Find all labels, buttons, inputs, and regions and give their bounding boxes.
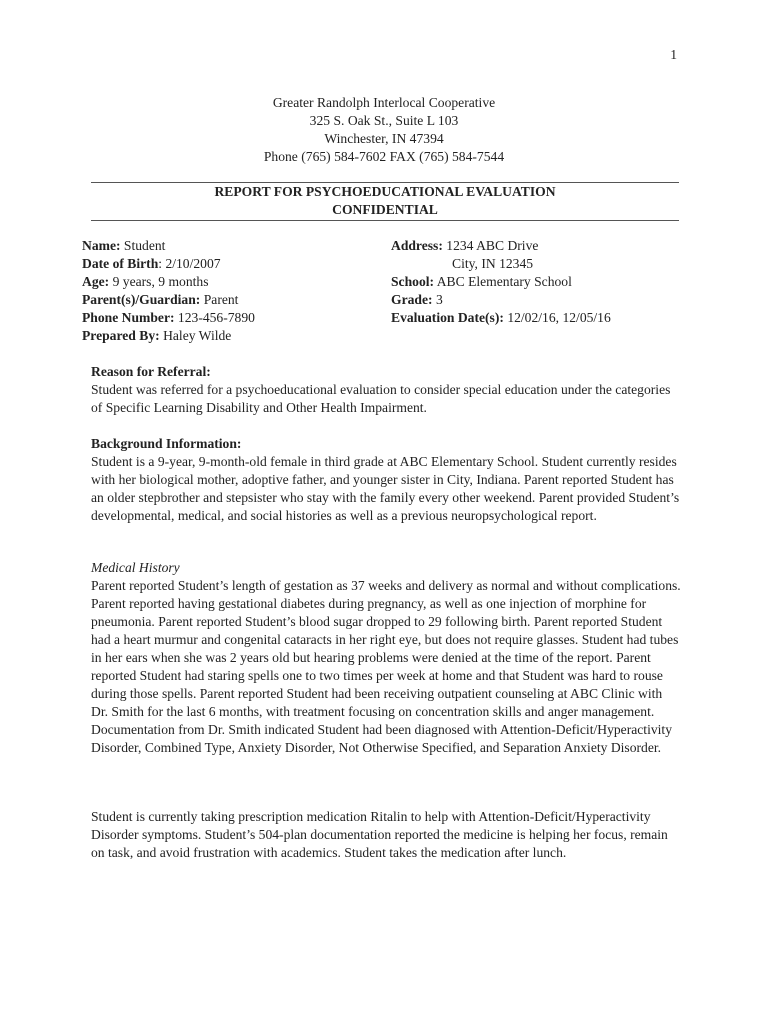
report-title-block <box>91 183 679 219</box>
background-information-heading: Background Information: <box>91 436 242 451</box>
bottom-divider <box>91 220 679 221</box>
confidential-label: CONFIDENTIAL <box>332 202 438 217</box>
grade-label: Grade: <box>391 292 433 307</box>
age-row <box>82 273 255 291</box>
page-number: 1 <box>670 47 677 62</box>
phone-label: Phone Number: <box>82 310 175 325</box>
school-row <box>391 273 611 291</box>
address-line2: City, IN 12345 <box>452 256 534 271</box>
medical-history-heading: Medical History <box>91 560 180 575</box>
student-info-right <box>391 237 611 327</box>
student-info-left <box>82 237 255 345</box>
prepared-by-label: Prepared By: <box>82 328 160 343</box>
medical-history-section <box>91 559 681 757</box>
medication-section <box>91 808 681 862</box>
medical-history-text: Parent reported Student’s length of gestation as 37 weeks and delivery as normal and without complications. Parent reported having gestational diabetes during pregnancy, as well as one injection of morphine for pneumonia. Parent reported Student’s blood sugar dropped to 29 following birth. Parent reported Student had a heart murmur and congenital cataracts in her right eye, but does not require glasses. Student had tubes in her ears when she was 2 years old but hearing problems were denied at the time of the report. Parent reported Student had staring spells one to two times per week at home and that Student was hard to rouse during those spells. Parent reported Student had been receiving outpatient counseling at ABC Clinic with Dr. Smith for the last 6 months, with treatment focusing on concentration skills and anger management. Documentation from Dr. Smith indicated Student had been diagnosed with Attention-Deficit/Hyperactivity Disorder, Combined Type, Anxiety Disorder, Not Otherwise Specified, and Separation Anxiety Disorder. <box>91 578 681 755</box>
phone-row <box>82 309 255 327</box>
background-information-section <box>91 435 681 525</box>
age-value: 9 years, 9 months <box>112 274 209 289</box>
address-label: Address: <box>391 238 443 253</box>
reason-for-referral-text: Student was referred for a psychoeducational evaluation to consider special education under the categories of Specific Learning Disability and Other Health Impairment. <box>91 382 671 415</box>
name-value: Student <box>123 238 166 253</box>
dob-value: : 2/10/2007 <box>158 256 221 271</box>
school-value: ABC Elementary School <box>436 274 572 289</box>
name-row <box>82 237 255 255</box>
phone-value: 123-456-7890 <box>177 310 255 325</box>
address-line2-row <box>391 255 611 273</box>
organization-phone-fax: Phone (765) 584-7602 FAX (765) 584-7544 <box>263 149 505 164</box>
age-label: Age: <box>82 274 110 289</box>
guardian-row <box>82 291 255 309</box>
guardian-value: Parent <box>203 292 239 307</box>
report-title: REPORT FOR PSYCHOEDUCATIONAL EVALUATION <box>214 184 556 199</box>
address-line1: 1234 ABC Drive <box>446 238 539 253</box>
dob-row <box>82 255 255 273</box>
reason-for-referral-section <box>91 363 681 417</box>
letterhead <box>0 94 768 166</box>
prepared-by-value: Haley Wilde <box>163 328 232 343</box>
organization-address-line2: Winchester, IN 47394 <box>324 131 444 146</box>
organization-address-line1: 325 S. Oak St., Suite L 103 <box>309 113 459 128</box>
evaluation-dates-value: 12/02/16, 12/05/16 <box>507 310 611 325</box>
address-row <box>391 237 611 255</box>
evaluation-dates-label: Evaluation Date(s): <box>391 310 504 325</box>
reason-for-referral-heading: Reason for Referral: <box>91 364 211 379</box>
school-label: School: <box>391 274 435 289</box>
medication-text: Student is currently taking prescription medication Ritalin to help with Attention-Deficit/Hyperactivity Disorder symptoms. Student’s 504-plan documentation reported the medicine is helping her focus, remain on task, and avoid frustration with academics. Student takes the medication after lunch. <box>91 809 668 860</box>
organization-name: Greater Randolph Interlocal Cooperative <box>272 95 496 110</box>
prepared-by-row <box>82 327 255 345</box>
dob-label: Date of Birth <box>82 256 159 271</box>
name-label: Name: <box>82 238 121 253</box>
background-information-text: Student is a 9-year, 9-month-old female in third grade at ABC Elementary School. Student currently resides with her biological mother, adoptive father, and younger sister in City, Indiana. Parent reported Student has an older stepbrother and stepsister who stay with the family every other weekend. Parent provided Student’s developmental, medical, and social histories as well as a previous neuropsychological report. <box>91 454 680 523</box>
guardian-label: Parent(s)/Guardian: <box>82 292 201 307</box>
evaluation-dates-row <box>391 309 611 327</box>
grade-value: 3 <box>435 292 443 307</box>
grade-row <box>391 291 611 309</box>
